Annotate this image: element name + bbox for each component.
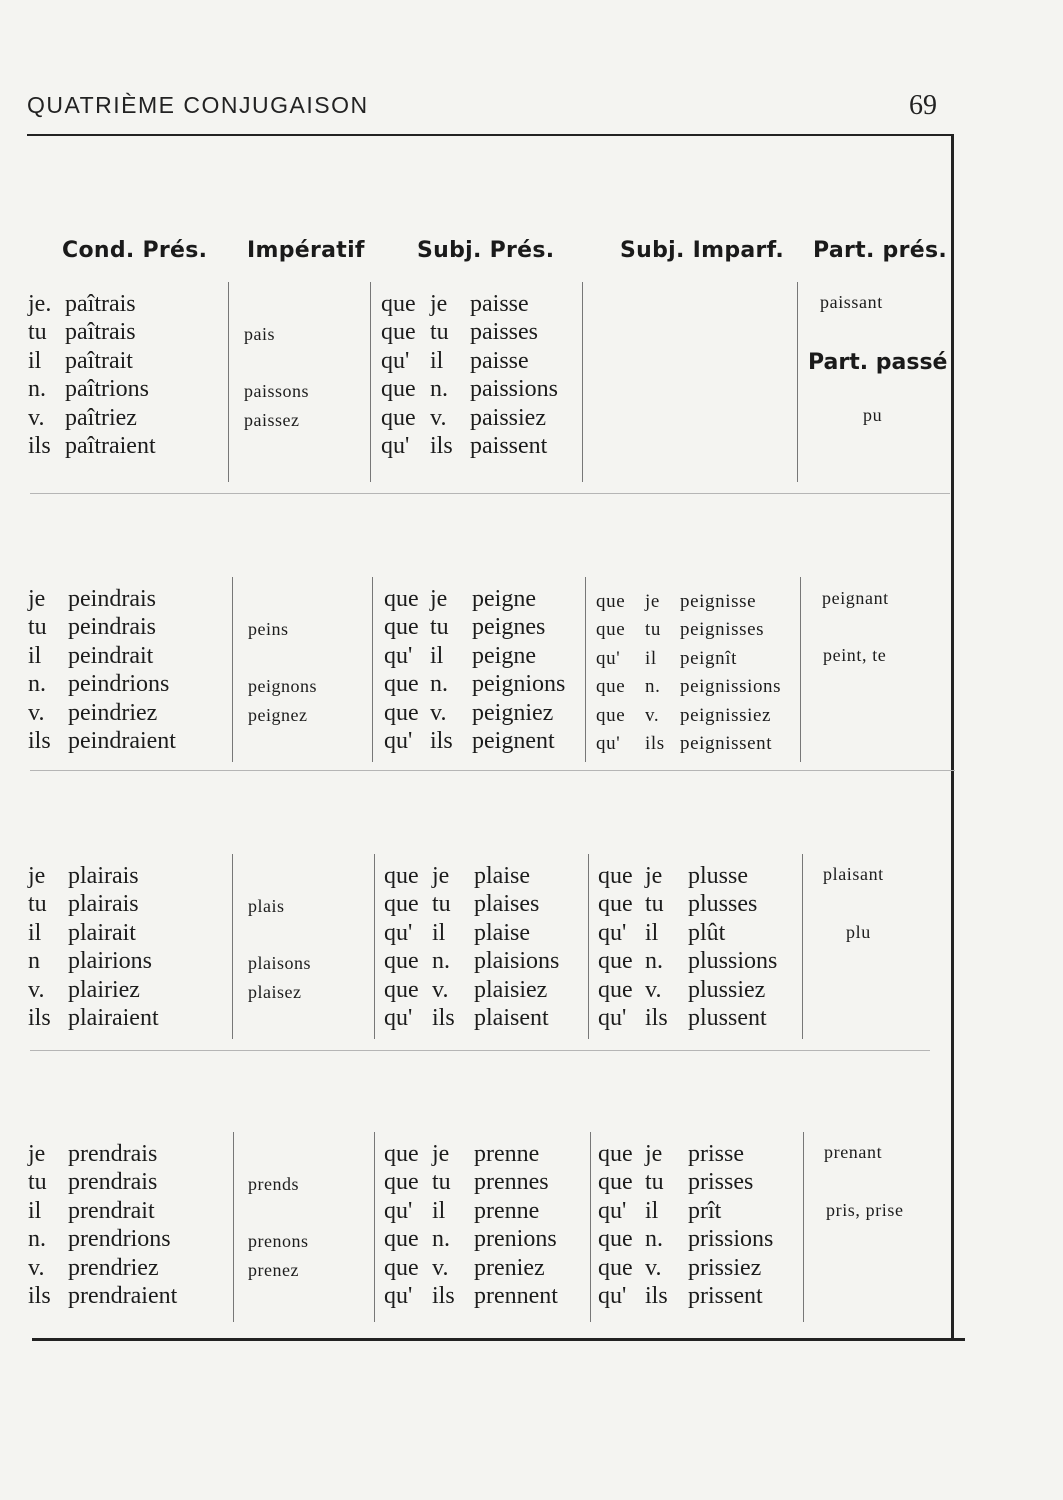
subj-imparf-form: peignissent: [680, 733, 773, 754]
table-row: [0, 862, 960, 890]
page-number: 69: [909, 90, 937, 121]
table-row: [0, 1254, 960, 1282]
subj-pres-que: qu': [384, 1283, 413, 1309]
cond-pronoun: ils: [28, 1283, 51, 1309]
imperatif-form: paissez: [244, 409, 300, 430]
subj-pres-form: plaises: [474, 891, 540, 918]
subj-pres-form: plaisent: [474, 1005, 549, 1031]
cond-form: peindrais: [68, 586, 156, 612]
section-divider: [30, 493, 950, 494]
subj-pres-pronoun: tu: [432, 891, 451, 918]
page-header: [27, 92, 937, 128]
part-passe-form: peint, te: [823, 645, 887, 665]
subj-imparf-pronoun: ils: [645, 733, 665, 754]
subj-pres-pronoun: ils: [430, 728, 453, 754]
cond-pronoun: tu: [28, 319, 47, 346]
subj-imparf-que: qu': [598, 919, 627, 946]
cond-form: peindraient: [68, 728, 176, 754]
cond-pronoun: tu: [28, 614, 47, 641]
subj-imparf-form: peignisse: [680, 591, 757, 612]
cond-pronoun: v.: [28, 1254, 45, 1281]
subj-pres-form: plaise: [474, 863, 530, 889]
subj-pres-que: que: [381, 376, 416, 403]
cond-pronoun: n.: [28, 376, 46, 403]
imperatif-form: plaisez: [248, 981, 302, 1002]
table-row: [0, 290, 960, 318]
subj-pres-form: prennes: [474, 1169, 549, 1196]
cond-form: prendrait: [68, 1197, 155, 1224]
table-row: [0, 1225, 960, 1253]
cond-pronoun: je.: [28, 291, 52, 317]
subj-imparf-form: plusse: [688, 863, 748, 889]
subj-pres-que: que: [381, 404, 416, 431]
part-pres-form: prenant: [824, 1142, 883, 1162]
table-row: [0, 585, 960, 613]
subj-pres-que: que: [384, 671, 419, 698]
subj-pres-pronoun: ils: [432, 1283, 455, 1309]
subj-imparf-pronoun: tu: [645, 619, 661, 641]
cond-pronoun: tu: [28, 1169, 47, 1196]
cond-form: plairiez: [68, 976, 140, 1003]
imperatif-form: peins: [248, 619, 289, 640]
subj-pres-form: prenions: [474, 1226, 557, 1253]
running-title: QUATRIÈME CONJUGAISON: [27, 92, 369, 118]
table-row: [0, 432, 960, 460]
part-pres-form: plaisant: [823, 864, 884, 884]
section-divider: [30, 770, 955, 771]
subj-imparf-form: plusses: [688, 891, 758, 918]
subj-imparf-form: peignisses: [680, 619, 765, 641]
subj-pres-form: paissiez: [470, 404, 546, 431]
subj-pres-form: prenne: [474, 1141, 540, 1167]
subj-pres-que: que: [384, 699, 419, 726]
part-pres-form: paissant: [820, 292, 883, 312]
imperatif-form: prenez: [248, 1259, 299, 1280]
column-heading-subj-imparf: Subj. Imparf.: [620, 238, 784, 263]
subj-pres-que: que: [384, 863, 419, 889]
subj-imparf-pronoun: ils: [645, 1005, 668, 1031]
cond-form: peindriez: [68, 699, 158, 726]
table-row: [0, 919, 960, 947]
subj-imparf-que: que: [596, 619, 626, 641]
table-row: [0, 642, 960, 670]
cond-pronoun: v.: [28, 976, 45, 1003]
subj-imparf-pronoun: je: [645, 1141, 663, 1167]
subj-imparf-form: prisses: [688, 1169, 754, 1196]
table-row: [0, 1004, 960, 1032]
imperatif-form: plaisons: [248, 953, 312, 974]
part-passe-form: pu: [863, 405, 883, 425]
subj-pres-pronoun: v.: [430, 699, 447, 726]
cond-pronoun: v.: [28, 699, 45, 726]
subj-imparf-pronoun: tu: [645, 1169, 664, 1196]
cond-form: prendrions: [68, 1226, 171, 1253]
table-row: [0, 375, 960, 403]
subj-imparf-que: qu': [596, 733, 621, 754]
subj-pres-que: que: [384, 976, 419, 1003]
table-row: [0, 890, 960, 918]
subj-imparf-que: que: [598, 1254, 633, 1281]
subj-pres-pronoun: ils: [432, 1005, 455, 1031]
cond-pronoun: je: [28, 863, 46, 889]
subj-pres-que: que: [384, 891, 419, 918]
cond-form: plairais: [68, 891, 139, 918]
cond-form: plairions: [68, 948, 152, 975]
subj-imparf-pronoun: je: [645, 863, 663, 889]
subj-imparf-form: peignît: [680, 647, 737, 669]
cond-pronoun: je: [28, 586, 46, 612]
subj-pres-pronoun: v.: [432, 976, 449, 1003]
cond-form: plairait: [68, 919, 136, 946]
table-row: [0, 1168, 960, 1196]
subj-imparf-pronoun: v.: [645, 704, 660, 726]
subj-imparf-form: peignissiez: [680, 704, 772, 726]
subj-pres-que: qu': [381, 347, 410, 374]
subj-pres-que: que: [384, 586, 419, 612]
cond-pronoun: n.: [28, 671, 46, 698]
subj-pres-pronoun: il: [432, 919, 446, 946]
subj-pres-form: preniez: [474, 1254, 545, 1281]
subj-imparf-pronoun: v.: [645, 1254, 662, 1281]
cond-pronoun: tu: [28, 891, 47, 918]
table-row: [0, 404, 960, 432]
cond-form: paîtrais: [65, 291, 136, 317]
subj-pres-que: qu': [384, 1005, 413, 1031]
subj-imparf-que: que: [598, 863, 633, 889]
subj-pres-que: que: [381, 319, 416, 346]
cond-form: plairaient: [68, 1005, 159, 1031]
subj-imparf-que: qu': [598, 1283, 627, 1309]
subj-imparf-que: que: [596, 676, 626, 698]
subj-pres-form: plaisions: [474, 948, 560, 975]
subj-pres-form: peigne: [472, 586, 536, 612]
subj-pres-pronoun: je: [432, 863, 450, 889]
cond-form: peindrais: [68, 614, 156, 641]
cond-pronoun: ils: [28, 728, 51, 754]
subj-pres-pronoun: n.: [430, 671, 448, 698]
subj-pres-form: paisses: [470, 319, 538, 346]
cond-pronoun: il: [28, 642, 42, 669]
subj-imparf-que: qu': [598, 1197, 627, 1224]
subj-imparf-form: plussions: [688, 948, 778, 975]
subj-pres-que: qu': [384, 728, 413, 754]
table-row: [0, 1282, 960, 1310]
cond-pronoun: n.: [28, 1226, 46, 1253]
subj-imparf-pronoun: il: [645, 1197, 659, 1224]
section-divider: [30, 1050, 930, 1051]
table-row: [0, 318, 960, 346]
subj-pres-pronoun: n.: [432, 1226, 450, 1253]
subj-imparf-pronoun: ils: [645, 1283, 668, 1309]
subj-pres-form: peignes: [472, 614, 546, 641]
table-row: [0, 1197, 960, 1225]
cond-pronoun: ils: [28, 1005, 51, 1031]
subj-pres-form: peignent: [472, 728, 555, 754]
subj-pres-pronoun: tu: [432, 1169, 451, 1196]
table-row: [0, 976, 960, 1004]
subj-imparf-pronoun: je: [645, 591, 660, 612]
subj-pres-form: peignions: [472, 671, 566, 698]
subj-imparf-que: que: [596, 704, 626, 726]
subj-pres-pronoun: ils: [430, 433, 453, 459]
subj-pres-pronoun: v.: [430, 404, 447, 431]
subj-pres-form: prennent: [474, 1283, 558, 1309]
column-heading-part-passe: Part. passé: [808, 350, 948, 375]
subj-pres-que: qu': [384, 1197, 413, 1224]
column-heading-part-pres: Part. prés.: [813, 238, 948, 263]
subj-pres-que: que: [384, 1254, 419, 1281]
column-heading-subj-pres: Subj. Prés.: [417, 238, 555, 263]
subj-pres-form: paisse: [470, 291, 529, 317]
subj-pres-form: prenne: [474, 1197, 540, 1224]
subj-imparf-que: qu': [598, 1005, 627, 1031]
imperatif-form: prends: [248, 1174, 299, 1195]
subj-imparf-pronoun: v.: [645, 976, 662, 1003]
subj-imparf-pronoun: tu: [645, 891, 664, 918]
subj-pres-que: que: [384, 614, 419, 641]
table-row: [0, 727, 960, 755]
subj-pres-que: que: [384, 1141, 419, 1167]
cond-form: prendraient: [68, 1283, 178, 1309]
subj-imparf-form: prît: [688, 1197, 722, 1224]
imperatif-form: peignons: [248, 676, 317, 697]
subj-imparf-form: prissiez: [688, 1254, 762, 1281]
subj-pres-pronoun: je: [432, 1141, 450, 1167]
subj-pres-pronoun: n.: [432, 948, 450, 975]
cond-form: plairais: [68, 863, 139, 889]
subj-pres-form: peigne: [472, 642, 536, 669]
subj-imparf-form: plussiez: [688, 976, 766, 1003]
cond-form: paîtraient: [65, 433, 156, 459]
subj-pres-pronoun: tu: [430, 614, 449, 641]
subj-pres-que: qu': [384, 919, 413, 946]
cond-form: prendrais: [68, 1141, 158, 1167]
subj-pres-form: paissions: [470, 376, 559, 403]
cond-pronoun: ils: [28, 433, 51, 459]
column-heading-imperatif: Impératif: [247, 238, 365, 263]
table-row: [0, 699, 960, 727]
subj-imparf-que: que: [598, 948, 633, 975]
subj-pres-que: que: [384, 948, 419, 975]
cond-pronoun: n: [28, 948, 40, 975]
subj-imparf-que: qu': [596, 647, 621, 669]
cond-pronoun: il: [28, 347, 42, 374]
part-passe-form: plu: [846, 922, 871, 942]
cond-form: prendriez: [68, 1254, 159, 1281]
subj-pres-que: qu': [384, 642, 413, 669]
subj-pres-que: que: [384, 1226, 419, 1253]
subj-imparf-form: prisse: [688, 1141, 744, 1167]
subj-pres-pronoun: il: [430, 347, 444, 374]
imperatif-form: pais: [244, 324, 275, 345]
cond-form: paîtrait: [65, 347, 133, 374]
cond-pronoun: je: [28, 1141, 46, 1167]
subj-imparf-que: que: [596, 591, 626, 612]
subj-pres-pronoun: v.: [432, 1254, 449, 1281]
imperatif-form: paissons: [244, 381, 310, 402]
frame-top-rule: [27, 134, 953, 136]
cond-form: peindrait: [68, 642, 154, 669]
subj-pres-que: que: [381, 291, 416, 317]
table-row: [0, 347, 960, 375]
imperatif-form: plais: [248, 896, 285, 917]
subj-imparf-form: plussent: [688, 1005, 767, 1031]
subj-imparf-que: que: [598, 891, 633, 918]
subj-pres-form: plaise: [474, 919, 530, 946]
subj-pres-pronoun: n.: [430, 376, 448, 403]
subj-imparf-pronoun: n.: [645, 948, 663, 975]
subj-pres-pronoun: je: [430, 586, 448, 612]
subj-pres-pronoun: tu: [430, 319, 449, 346]
subj-pres-pronoun: il: [432, 1197, 446, 1224]
subj-pres-form: paissent: [470, 433, 548, 459]
part-pres-form: peignant: [822, 588, 889, 608]
subj-imparf-pronoun: n.: [645, 676, 661, 698]
imperatif-form: peignez: [248, 704, 308, 725]
cond-pronoun: il: [28, 1197, 42, 1224]
cond-pronoun: il: [28, 919, 42, 946]
subj-imparf-form: peignissions: [680, 676, 782, 698]
subj-imparf-que: que: [598, 976, 633, 1003]
cond-form: paîtrions: [65, 376, 149, 403]
subj-imparf-que: que: [598, 1226, 633, 1253]
subj-imparf-pronoun: n.: [645, 1226, 663, 1253]
table-row: [0, 947, 960, 975]
subj-imparf-que: que: [598, 1169, 633, 1196]
cond-form: paîtrais: [65, 319, 136, 346]
subj-pres-form: plaisiez: [474, 976, 548, 1003]
frame-bottom-rule: [32, 1338, 965, 1341]
table-row: [0, 1140, 960, 1168]
subj-pres-form: paisse: [470, 347, 529, 374]
table-row: [0, 613, 960, 641]
subj-pres-que: qu': [381, 433, 410, 459]
subj-imparf-que: que: [598, 1141, 633, 1167]
cond-form: paîtriez: [65, 404, 137, 431]
cond-form: prendrais: [68, 1169, 158, 1196]
subj-imparf-form: prissent: [688, 1283, 763, 1309]
cond-pronoun: v.: [28, 404, 45, 431]
subj-pres-pronoun: il: [430, 642, 444, 669]
subj-imparf-form: prissions: [688, 1226, 774, 1253]
cond-form: peindrions: [68, 671, 170, 698]
subj-pres-pronoun: je: [430, 291, 448, 317]
imperatif-form: prenons: [248, 1231, 309, 1252]
part-passe-form: pris, prise: [826, 1200, 904, 1220]
subj-pres-que: que: [384, 1169, 419, 1196]
column-heading-cond-pres: Cond. Prés.: [62, 238, 208, 263]
subj-imparf-pronoun: il: [645, 919, 659, 946]
subj-pres-form: peigniez: [472, 699, 554, 726]
table-row: [0, 670, 960, 698]
subj-imparf-form: plût: [688, 919, 726, 946]
subj-imparf-pronoun: il: [645, 647, 657, 669]
